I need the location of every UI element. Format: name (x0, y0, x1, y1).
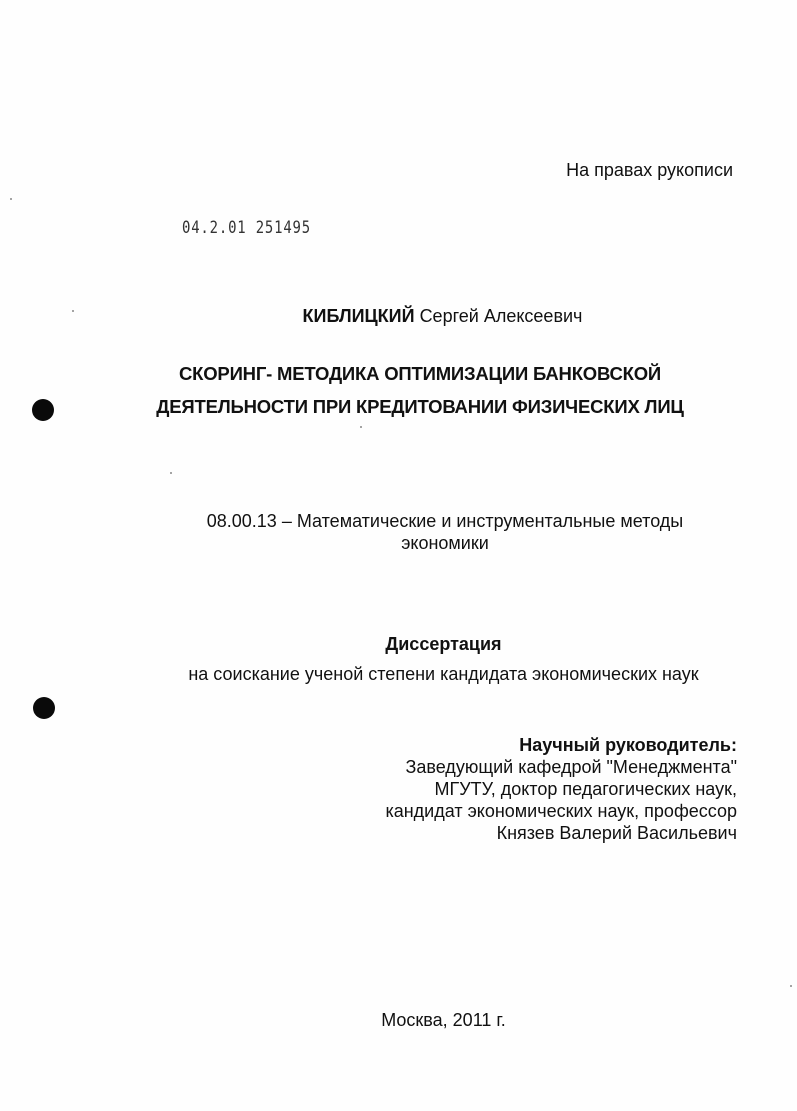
author-surname: КИБЛИЦКИЙ (302, 306, 415, 326)
dissertation-heading: Диссертация (385, 634, 502, 654)
specialty-code (150, 510, 740, 554)
title-line-2: ДЕЯТЕЛЬНОСТИ ПРИ КРЕДИТОВАНИИ ФИЗИЧЕСКИХ ЛИЦ (156, 396, 684, 417)
city-year: Москва, 2011 г. (381, 1010, 506, 1030)
scan-speck (790, 985, 792, 987)
scan-speck (170, 472, 172, 474)
registration-stamp: 04.2.01 251495 (182, 218, 311, 238)
dissertation-title (110, 357, 730, 423)
punch-hole-top (32, 399, 54, 421)
supervisor-line-3: кандидат экономических наук, профессор (385, 801, 737, 821)
scan-speck (72, 310, 74, 312)
author-name (0, 306, 797, 327)
rights-note: На правах рукописи (566, 160, 733, 180)
scan-speck (10, 198, 12, 200)
author-given-names: Сергей Алексеевич (419, 306, 583, 326)
supervisor-heading: Научный руководитель: (519, 735, 737, 755)
specialty-line-2: экономики (401, 533, 489, 553)
dissertation-subtitle: на соискание ученой степени кандидата экономических наук (188, 664, 699, 684)
specialty-line-1: 08.00.13 – Математические и инструментальные методы (206, 511, 684, 531)
supervisor-block (385, 734, 737, 844)
supervisor-line-2: МГУТУ, доктор педагогических наук, (434, 779, 737, 799)
supervisor-line-1: Заведующий кафедрой "Менеджмента" (405, 757, 737, 777)
scan-speck (360, 426, 362, 428)
punch-hole-bottom (33, 697, 55, 719)
title-line-1: СКОРИНГ- МЕТОДИКА ОПТИМИЗАЦИИ БАНКОВСКОЙ (178, 363, 661, 384)
supervisor-name: Князев Валерий Васильевич (496, 823, 737, 843)
